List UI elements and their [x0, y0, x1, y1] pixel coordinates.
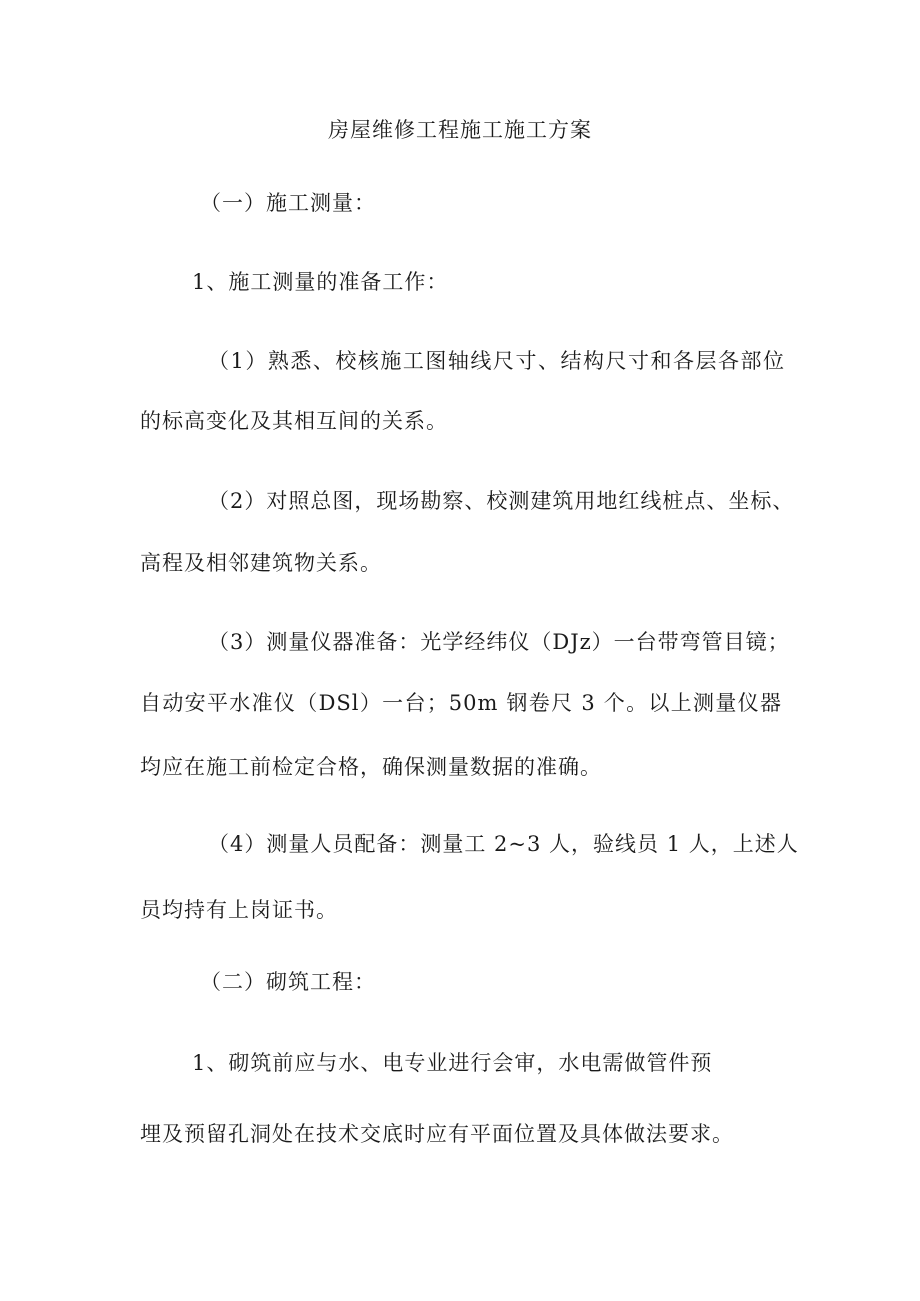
paragraph-5-line-2: 埋及预留孔洞处在技术交底时应有平面位置及具体做法要求。: [140, 1122, 734, 1146]
paragraph-3-line-3: 均应在施工前检定合格，确保测量数据的准确。: [140, 755, 602, 779]
paragraph-3-line-2: 自动安平水准仪（DSl）一台；50m 钢卷尺 3 个。以上测量仪器: [140, 691, 782, 715]
paragraph-5-line-1: 1、砌筑前应与水、电专业进行会审，水电需做管件预: [192, 1051, 713, 1075]
paragraph-1-line-1: （1）熟悉、校核施工图轴线尺寸、结构尺寸和各层各部位: [208, 349, 785, 373]
document-title: 房屋维修工程施工施工方案: [328, 118, 592, 142]
paragraph-3-line-1: （3）测量仪器准备：光学经纬仪（DJz）一台带弯管目镜；: [208, 630, 790, 654]
subsection-heading-preparation: 1、施工测量的准备工作：: [192, 270, 449, 294]
paragraph-1-line-2: 的标高变化及其相互间的关系。: [140, 409, 448, 433]
paragraph-4-line-2: 员均持有上岗证书。: [140, 898, 338, 922]
paragraph-4-line-1: （4）测量人员配备：测量工 2~3 人，验线员 1 人，上述人: [208, 832, 799, 856]
paragraph-2-line-2: 高程及相邻建筑物关系。: [140, 551, 382, 575]
paragraph-2-line-1: （2）对照总图，现场勘察、校测建筑用地红线桩点、坐标、: [208, 489, 795, 513]
section-heading-masonry: （二）砌筑工程：: [200, 970, 376, 994]
section-heading-surveying: （一）施工测量：: [200, 191, 376, 215]
